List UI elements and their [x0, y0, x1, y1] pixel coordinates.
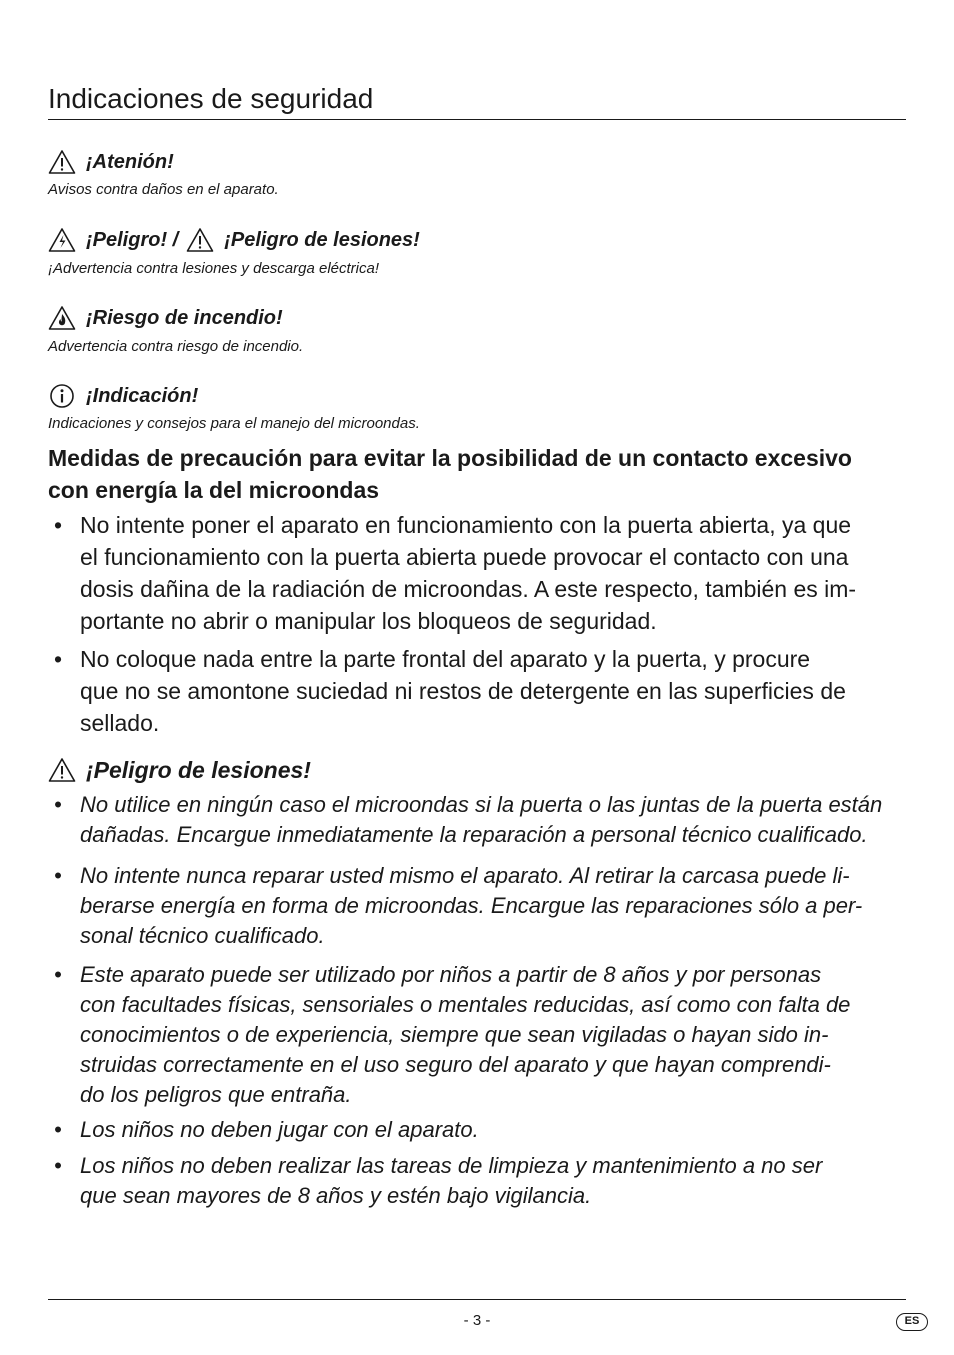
list-item-line: No intente nunca reparar usted mismo el aparato. Al retirar la carcasa puede li-: [80, 863, 850, 888]
list-item-line: sellado.: [80, 710, 160, 736]
list-item-line: No intente poner el aparato en funcionamiento con la puerta abierta, ya que: [80, 512, 852, 538]
list-item-line: que no se amontone suciedad ni restos de detergente en las superficies de: [80, 678, 846, 704]
page-title: Indicaciones de seguridad: [48, 83, 374, 114]
note-danger-title-a: ¡Peligro! /: [86, 229, 179, 251]
info-circle-icon: [48, 383, 76, 409]
list-item-line: Este aparato puede ser utilizado por niños a partir de 8 años y por personas: [80, 962, 822, 987]
note-fire-title: ¡Riesgo de incendio!: [86, 307, 283, 329]
note-fire-description: Advertencia contra riesgo de incendio.: [48, 338, 304, 355]
note-fire-heading: [48, 303, 283, 333]
bullet: •: [54, 792, 62, 817]
note-attention-heading: [48, 147, 174, 177]
note-info-title: ¡Indicación!: [86, 385, 199, 407]
list-item-line: Los niños no deben jugar con el aparato.: [80, 1117, 479, 1142]
precautions-heading-line: con energía la del microondas: [48, 477, 380, 503]
warning-triangle-icon: [48, 227, 76, 253]
page-number: - 3 -: [463, 1312, 491, 1329]
warning-triangle-icon: [186, 227, 214, 253]
note-danger-heading: [48, 225, 420, 255]
bullet: •: [54, 1117, 62, 1142]
language-badge: ES: [896, 1313, 928, 1331]
note-info-heading: [48, 381, 198, 411]
note-danger-description: ¡Advertencia contra lesiones y descarga eléctrica!: [48, 260, 379, 277]
list-item-line: sonal técnico cualificado.: [80, 923, 325, 948]
note-attention-title: ¡Atenión!: [86, 151, 174, 173]
title-divider: [48, 119, 906, 120]
list-item-line: con facultades físicas, sensoriales o mentales reducidas, así como con falta de: [80, 992, 851, 1017]
injury-heading: [48, 755, 311, 785]
footer-divider: [48, 1299, 906, 1300]
bullet: •: [54, 1153, 62, 1178]
list-item-line: No utilice en ningún caso el microondas si la puerta o las juntas de la puerta están: [80, 792, 883, 817]
list-item-line: berarse energía en forma de microondas. Encargue las reparaciones sólo a per-: [80, 893, 863, 918]
warning-triangle-icon: [48, 757, 76, 783]
warning-triangle-icon: [48, 149, 76, 175]
bullet: •: [54, 646, 63, 672]
list-item-line: No coloque nada entre la parte frontal del aparato y la puerta, y procure: [80, 646, 811, 672]
note-attention-description: Avisos contra daños en el aparato.: [48, 181, 279, 198]
list-item-line: conocimientos o de experiencia, siempre que sean vigiladas o hayan sido in-: [80, 1022, 829, 1047]
list-item-line: dosis dañina de la radiación de microondas. A este respecto, también es im-: [80, 576, 857, 602]
injury-title: ¡Peligro de lesiones!: [86, 757, 311, 783]
list-item-line: el funcionamiento con la puerta abierta puede provocar el contacto con una: [80, 544, 849, 570]
bullet: •: [54, 962, 62, 987]
warning-triangle-icon: [48, 305, 76, 331]
list-item-line: struidas correctamente en el uso seguro del aparato y que hayan comprendi-: [80, 1052, 831, 1077]
list-item-line: dañadas. Encargue inmediatamente la reparación a personal técnico cualificado.: [80, 822, 868, 847]
precautions-heading-line: Medidas de precaución para evitar la posibilidad de un contacto excesivo: [48, 445, 852, 471]
note-info-description: Indicaciones y consejos para el manejo del microondas.: [48, 415, 420, 432]
list-item-line: que sean mayores de 8 años y estén bajo vigilancia.: [80, 1183, 592, 1208]
precautions-heading: [48, 442, 928, 506]
list-item-line: do los peligros que entraña.: [80, 1082, 352, 1107]
bullet: •: [54, 512, 63, 538]
list-item-line: portante no abrir o manipular los bloqueos de seguridad.: [80, 608, 657, 634]
bullet: •: [54, 863, 62, 888]
list-item-line: Los niños no deben realizar las tareas de limpieza y mantenimiento a no ser: [80, 1153, 823, 1178]
note-danger-title-b: ¡Peligro de lesiones!: [224, 229, 420, 251]
